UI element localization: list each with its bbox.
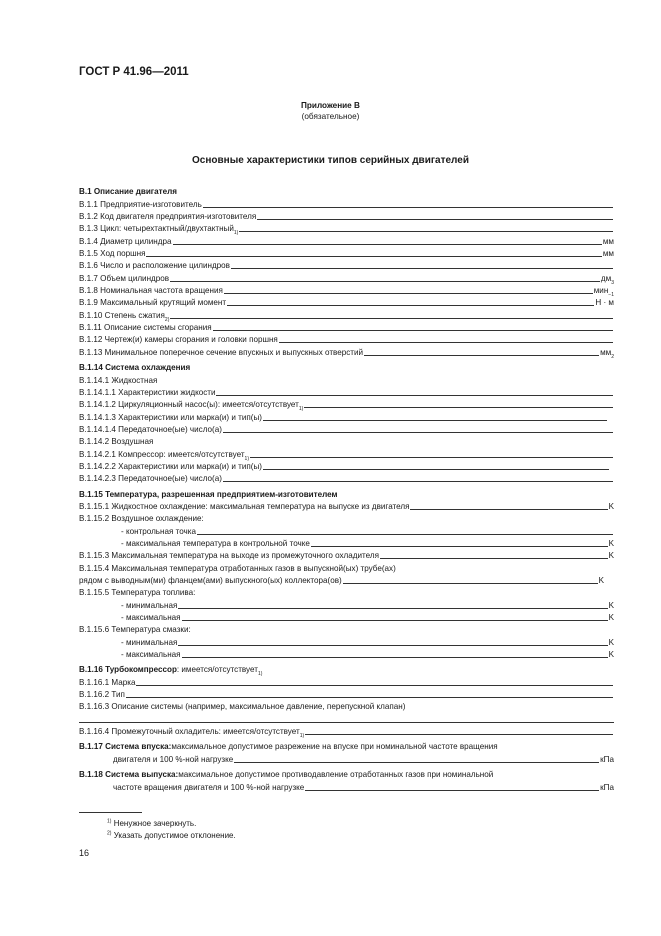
form-row: B.1.15.5 Температура топлива: [79,588,196,598]
form-row: - максимальная K [121,650,614,660]
section-b118-line2: частоте вращения двигателя и 100 %-ной нагрузке кПа [113,782,614,792]
section-b116-heading: B.1.16 Турбокомпрессор : имеется/отсутствует 1) [79,665,263,678]
form-row: B.1.9 Максимальный крутящий момент Н · м [79,298,614,308]
fill-line[interactable] [178,608,607,609]
fill-line[interactable] [182,657,608,658]
form-row: B.1.5 Ход поршня мм [79,249,614,259]
section-b118-line1: B.1.18 Система выпуска: максимальное допустимое противодавление отработанных газов при номинальной [79,770,494,780]
form-row: B.1.16.2 Тип [79,687,614,699]
fill-line[interactable] [224,293,593,294]
form-row: B.1.14.1.2 Циркуляционный насос(ы): имеется/отсутствует 1) [79,397,614,409]
form-row: B.1.14.2 Воздушная [79,437,154,447]
form-row: B.1.8 Номинальная частота вращения мин −1 [79,286,614,299]
form-row: B.1.4 Диаметр цилиндра мм [79,236,614,246]
form-row: B.1.12 Чертеж(и) камеры сгорания и головки поршня [79,332,614,344]
section-b114-heading: B.1.14 Система охлаждения [79,363,191,373]
fill-line[interactable] [227,305,594,306]
annex-heading [0,100,661,122]
fill-line[interactable] [311,546,608,547]
section-b115-heading: B.1.15 Температура, разрешенная предприятием-изготовителем [79,489,338,499]
form-row: B.1.15.1 Жидкостное охлаждение: максимальная температура на выпуске из двигателя K [79,501,614,511]
fill-line[interactable] [231,268,613,269]
form-row: B.1.14.1 Жидкостная [79,375,158,385]
form-row: B.1.16.3 Описание системы (например, максимальное давление, перепускной клапан) [79,702,406,712]
unit-label: мин [593,286,609,296]
fill-line[interactable] [305,790,599,791]
fill-line[interactable] [263,420,607,421]
fill-line[interactable] [126,697,613,698]
blank-line[interactable] [79,711,614,723]
unit-label: Н · м [595,298,614,308]
fill-line[interactable] [364,355,599,356]
form-row: B.1.15.4 Максимальная температура отработанных газов в выпускной(ых) трубе(ах) [79,563,396,573]
fill-line[interactable] [263,469,609,470]
form-row: рядом с выводным(ми) фланцем(ами) выпускного(ых) коллектора(ов) K [79,576,604,585]
form-row: B.1.3 Цикл: четырехтактный/двухтактный 1) [79,221,614,233]
footnotes [107,818,236,842]
unit-label: дм [600,273,612,283]
fill-line[interactable] [223,432,613,433]
fill-line[interactable] [234,762,599,763]
fill-line[interactable] [410,509,607,510]
form-row: - максимальная температура в контрольной точке K [121,538,614,548]
page-number: 16 [79,848,90,858]
form-row: B.1.14.1.4 Передаточное(ые) число(а) [79,422,614,434]
footnote-1: $^{1)}$ Ненужное зачеркнуть. [107,818,197,828]
form-row: B.1.1 Предприятие-изготовитель [79,196,614,208]
form-row: - контрольная точка [79,523,614,535]
form-row: B.1.14.1.1 Характеристики жидкости [79,385,614,397]
form-row: - минимальная K [121,637,614,647]
form-row: B.1.14.2.1 Компрессор: имеется/отсутствует 1) [79,446,614,458]
annex-status: (обязательное) [301,112,360,121]
section-b117-line2: двигателя и 100 %-ной нагрузке кПа [113,754,614,764]
form-row: - максимальная K [121,613,614,623]
fill-line[interactable] [197,534,613,535]
fill-line[interactable] [305,734,613,735]
form-row: B.1.15.6 Температура смазки: [79,625,191,635]
footnote-2: $^{2)}$ Указать допустимое отклонение. [107,830,236,840]
fill-line[interactable] [213,330,613,331]
fill-line[interactable] [173,244,602,245]
fill-line[interactable] [279,342,613,343]
form-row: B.1.15.3 Максимальная температура на выходе из промежуточного охладителя K [79,551,614,561]
form-row: B.1.14.2.3 Передаточное(ые) число(а) [79,471,614,483]
form-row: B.1.16.1 Марка [79,674,614,686]
fill-line[interactable] [178,645,607,646]
fill-line[interactable] [216,395,613,396]
page-header-doc-id: ГОСТ Р 41.96—2011 [79,66,189,78]
form-row: B.1.14.2.2 Характеристики или марка(и) и тип(ы) [79,459,614,471]
annex-title: Приложение B [301,101,360,110]
fill-line[interactable] [203,207,613,208]
fill-line[interactable] [170,281,600,282]
form-row: B.1.2 Код двигателя предприятия-изготовителя [79,209,614,221]
fill-line[interactable] [304,407,613,408]
fill-line[interactable] [343,583,598,584]
fill-line[interactable] [380,558,608,559]
form-content [79,184,614,792]
fill-line[interactable] [250,457,613,458]
footnote-divider [79,812,142,813]
form-row: B.1.16.4 Промежуточный охладитель: имеется/отсутствует 1) [79,724,614,736]
fill-line[interactable] [170,318,613,319]
unit-label: мм [602,249,614,259]
unit-label: мм [600,347,612,357]
fill-line[interactable] [239,231,613,232]
fill-line[interactable] [223,481,613,482]
form-row: B.1.11 Описание системы сгорания [79,320,614,332]
form-row: B.1.13 Минимальное поперечное сечение впускных и выпускных отверстий мм 2 [79,347,614,360]
form-row: B.1.7 Объем цилиндров дм 3 [79,273,614,286]
document-title: Основные характеристики типов серийных двигателей [192,155,469,166]
section-b1-heading: B.1 Описание двигателя [79,187,178,197]
form-row: B.1.10 Степень сжатия 2) [79,307,614,319]
fill-line[interactable] [136,685,613,686]
section-b117-line1: B.1.17 Система впуска: максимальное допустимое разрежение на впуске при номинальной частоте вращения [79,742,498,752]
form-row: B.1.15.2 Воздушное охлаждение: [79,514,204,524]
fill-line[interactable] [146,256,601,257]
section-b1-items [79,196,614,360]
fill-line[interactable] [182,620,608,621]
form-row: B.1.6 Число и расположение цилиндров [79,258,614,270]
form-row: - минимальная K [121,600,614,610]
unit-label: мм [602,236,614,246]
fill-line[interactable] [257,219,613,220]
form-row: B.1.14.1.3 Характеристики или марка(и) и тип(ы) [79,409,614,421]
